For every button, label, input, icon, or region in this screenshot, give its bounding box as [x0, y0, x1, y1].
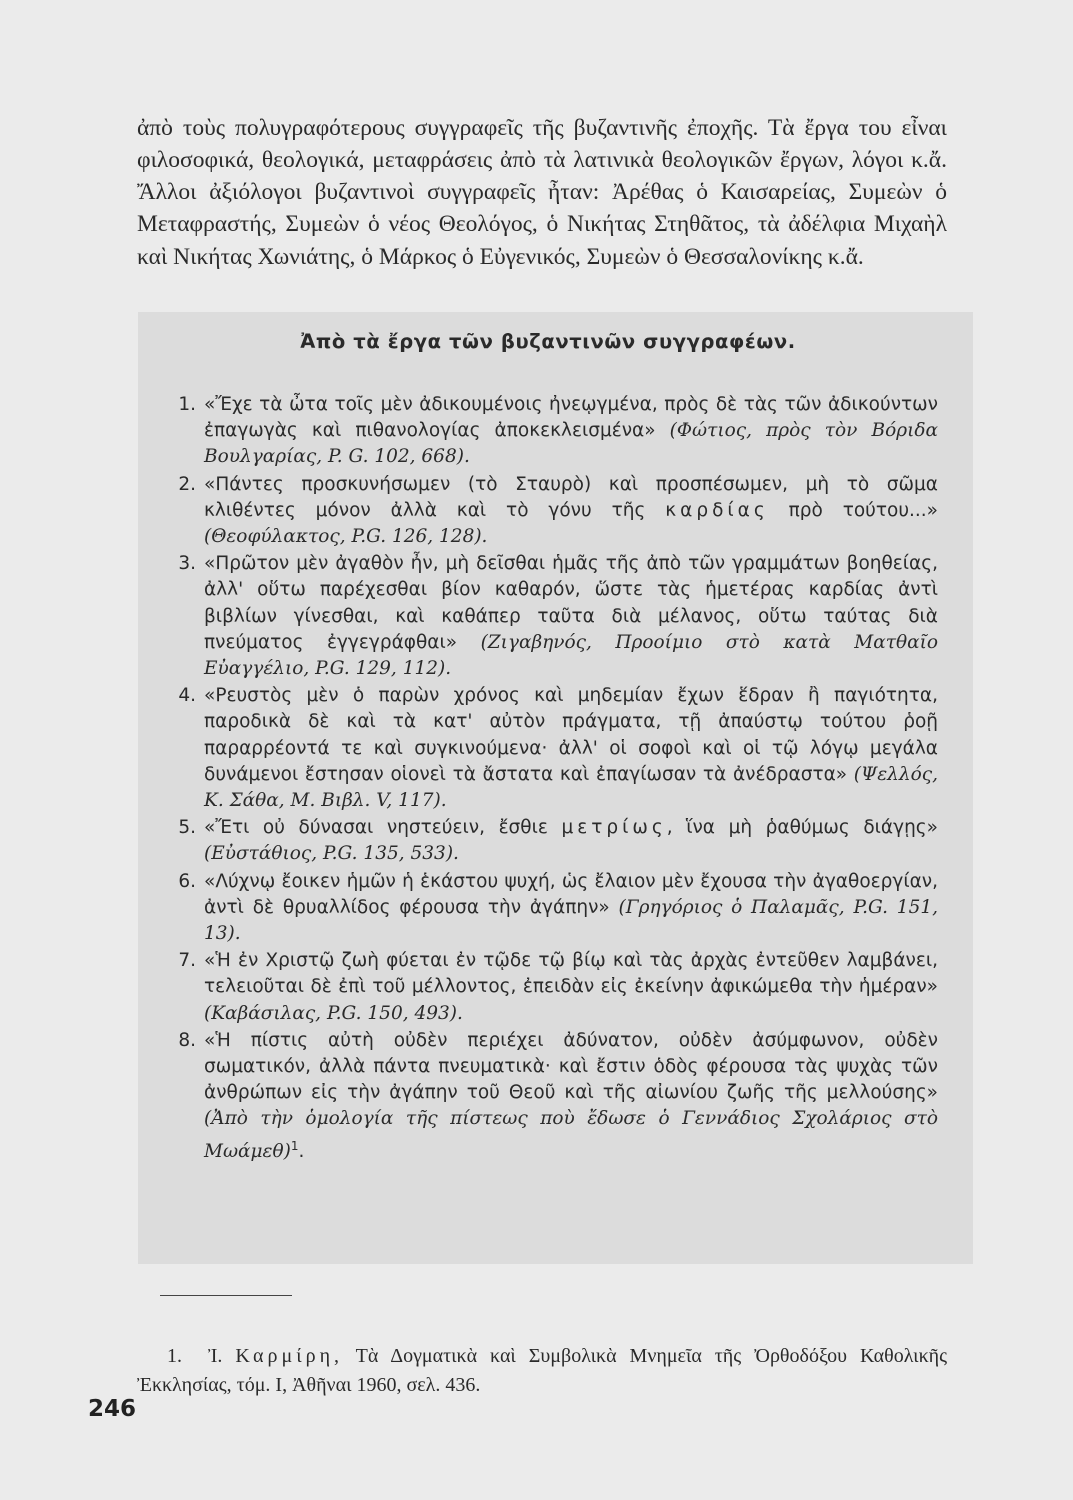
quote-text: «Πάντες προσκυνήσωμεν (τὸ Σταυρὸ) καὶ προσπέσωμεν, μὴ τὸ σῶμα κλιθέντες μόνον ἀλλὰ καὶ τὸ γόνυ τῆς [204, 473, 938, 521]
box-title: Ἀπὸ τὰ ἔργα τῶν βυζαντινῶν συγγραφέων. [300, 330, 796, 353]
quote-item-8 [160, 1028, 938, 1165]
footnote-number: 1. [167, 1345, 182, 1367]
quote-text: «Λύχνῳ ἔοικεν ἡμῶν ἡ ἑκάστου ψυχή, ὡς ἔλαιον μὲν ἔχουσα τὴν ἀγαθοεργίαν, ἀντὶ δὲ θρυαλλίδος φέρουσα τὴν ἀγάπην» [204, 870, 938, 918]
quote-number: 1. [178, 394, 196, 415]
quote-source: (Ζιγαβηνός, Προοίμιο στὸ κατὰ Ματθαῖο Εὐαγγέλιο, P.G. 129, 112). [204, 631, 938, 680]
quote-item-1 [160, 392, 938, 471]
quote-text: «Ἔχε τὰ ὦτα τοῖς μὲν ἀδικουμένοις ἠνεῳγμένα, πρὸς δὲ τὰς τῶν ἀδικούντων ἐπαγωγὰς καὶ πιθανολογίας ἀποκεκλεισμένα» [204, 394, 938, 442]
quote-text: «Ἡ πίστις αὐτὴ οὐδὲν περιέχει ἀδύνατον, οὐδὲν ἀσύμφωνον, οὐδὲν σωματικόν, ἀλλὰ πάντα πνευματικὰ· καὶ ἔστιν ὁδὸς φέρουσα τὰς ψυχὰς τῶν ἀνθρώπων εἰς τὴν ἀγάπην τοῦ Θεοῦ καὶ τῆς αἰωνίου ζωῆς τῆς μελλούσης» [204, 1029, 938, 1104]
quote-text: «Ἔτι οὐ δύνασαι νηστεύειν, ἔσθιε [204, 817, 548, 839]
quote-source: (Καβάσιλας, P.G. 150, 493). [204, 1002, 463, 1024]
quote-source: (Ψελλός, Κ. Σάθα, Μ. Βιβλ. V, 117). [204, 763, 938, 812]
footnote-rule [160, 1295, 292, 1296]
quotes-list [160, 392, 938, 1166]
footnote-author-initial: Ἰ. [207, 1345, 223, 1367]
quote-item-5 [160, 815, 938, 867]
quote-source: (Φώτιος, πρὸς τὸν Βόριδα Βουλγαρίας, P. G. 102, 668). [204, 420, 938, 468]
quote-source: (Εὐστάθιος, P.G. 135, 533). [204, 843, 459, 865]
quote-item-3 [160, 551, 938, 682]
footnote-author: Καρμίρη, [235, 1345, 344, 1367]
quote-spaced-word: μετρίως [561, 817, 667, 839]
quote-number: 8. [178, 1029, 196, 1051]
footnote-marker: 1 [290, 1138, 299, 1153]
quote-item-6 [160, 869, 938, 948]
quote-item-4 [160, 683, 938, 814]
quote-spaced-word: καρδίας [665, 499, 769, 521]
quote-number: 5. [178, 817, 196, 839]
quote-number: 6. [178, 870, 196, 892]
quote-text: «Ρευστὸς μὲν ὁ παρὼν χρόνος καὶ μηδεμίαν ἔχων ἕδραν ἢ παγιότητα, παροδικὰ δὲ καὶ τὰ κατ' αὐτὸν πράγματα, τῇ ἀπαύστῳ τούτου ῥοῇ παραρρέοντά τε καὶ συγκινούμενα· ἀλλ' οἱ σοφοὶ καὶ οἱ τῷ λόγῳ μεγάλα δυνάμενοι ἔστησαν οἱονεὶ τὰ ἄστατα καὶ ἐπαγίωσαν τὰ ἀνέδραστα» [204, 685, 938, 785]
quote-source: (Θεοφύλακτος, P.G. 126, 128). [204, 526, 488, 548]
quote-number: 3. [178, 553, 196, 575]
footnote-text: Τὰ Δογματικὰ καὶ Συμβολικὰ Μνημεῖα τῆς Ὀρθοδόξου Καθολικῆς Ἐκκλησίας, τόμ. Ι, Ἀθῆναι 1960, σελ. 436. [137, 1345, 948, 1396]
quote-text: «Ἡ ἐν Χριστῷ ζωὴ φύεται ἐν τῷδε τῷ βίῳ καὶ τὰς ἀρχὰς ἐντεῦθεν λαμβάνει, τελειοῦται δὲ ἐπὶ τοῦ μέλλοντος, ἐπειδὰν εἰς ἐκείνην ἀφικώμεθα τὴν ἡμέραν» [204, 950, 938, 998]
footnote [137, 1342, 947, 1400]
quote-source: (Γρηγόριος ὁ Παλαμᾶς, P.G. 151, 13). [204, 896, 938, 945]
quote-item-2 [160, 472, 938, 551]
quote-text-after: , ἵνα μὴ ῥαθύμως διάγῃς» [666, 817, 938, 839]
quote-text-after: πρὸ τούτου...» [788, 499, 938, 521]
quote-end: . [298, 1140, 305, 1162]
quote-number: 2. [178, 473, 196, 495]
page-number: 246 [88, 1396, 137, 1422]
quote-number: 7. [178, 950, 196, 972]
quote-text: «Πρῶτον μὲν ἀγαθὸν ἦν, μὴ δεῖσθαι ἡμᾶς τῆς ἀπὸ τῶν γραμμάτων βοηθείας, ἀλλ' οὕτω παρέχεσθαι βίον καθαρόν, ὥστε τὰς ἡμετέρας καρδίας ἀντὶ βιβλίων γίνεσθαι, καὶ καθάπερ ταῦτα διὰ μέλανος, οὕτω ταύτας διὰ πνεύματος ἐγγεγράφθαι» [204, 553, 938, 653]
intro-paragraph: ἀπὸ τοὺς πολυγραφότερους συγγραφεῖς τῆς βυζαντινῆς ἐποχῆς. Τὰ ἔργα του εἶναι φιλοσοφικά, θεολογικά, μεταφράσεις ἀπὸ τὰ λατινικὰ θεολογικῶν ἔργων, λόγοι κ.ἄ. Ἄλλοι ἀξιόλογοι βυζαντινοὶ συγγραφεῖς ἦταν: Ἀρέθας ὁ Καισαρείας, Συμεὼν ὁ Μεταφραστής, Συμεὼν ὁ νέος Θεολόγος, ὁ Νικήτας Στηθᾶτος, τὰ ἀδέλφια Μιχαὴλ καὶ Νικήτας Χωνιάτης, ὁ Μάρκος ὁ Εὐγενικός, Συμεὼν ὁ Θεσσαλονίκης κ.ἄ. [137, 114, 947, 270]
quote-item-7 [160, 948, 938, 1027]
quote-number: 4. [178, 685, 196, 707]
quote-source: (Ἀπὸ τὴν ὁμολογία τῆς πίστεως ποὺ ἔδωσε ὁ Γεννάδιος Σχολάριος στὸ Μωάμεθ) [204, 1108, 938, 1162]
